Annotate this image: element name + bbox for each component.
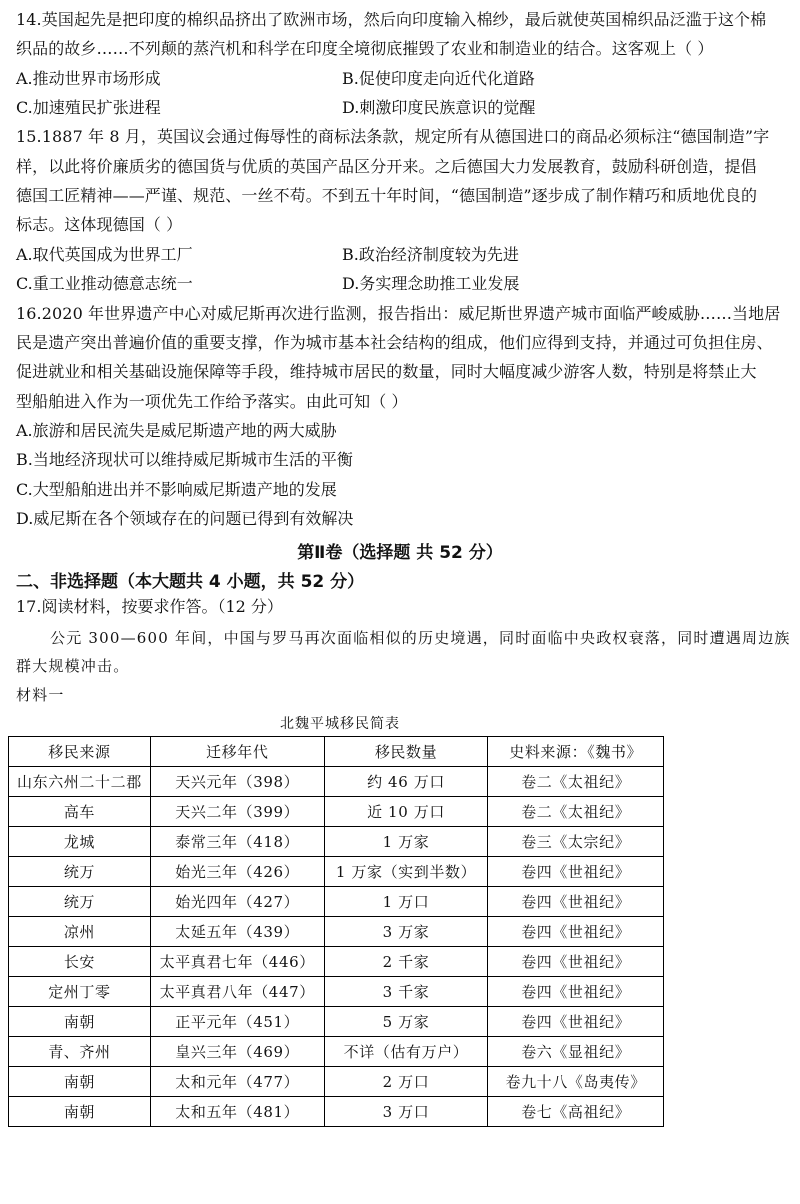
q17-intro-line-2: 群大规模冲击。 xyxy=(16,657,130,675)
cell-reference: 卷四《世祖纪》 xyxy=(488,977,664,1007)
cell-quantity: 5 万家 xyxy=(324,1007,488,1037)
header-period: 迁移年代 xyxy=(150,737,324,767)
table-row xyxy=(9,767,664,797)
table-caption: 北魏平城移民简表 xyxy=(280,716,400,732)
cell-reference: 卷四《世祖纪》 xyxy=(488,887,664,917)
q15-option-d: D.务实理念助推工业发展 xyxy=(342,274,520,293)
q16-option-b: B.当地经济现状可以维持威尼斯城市生活的平衡 xyxy=(16,450,353,469)
cell-reference: 卷四《世祖纪》 xyxy=(488,1007,664,1037)
cell-source: 山东六州二十二郡 xyxy=(9,767,151,797)
q16-stem-line-3: 促进就业和相关基础设施保障等手段，维持城市居民的数量，同时大幅度减少游客人数，特别是将禁止大 xyxy=(16,362,757,381)
q15-stem-line-4: 标志。这体现德国（ ） xyxy=(16,215,183,234)
table-row xyxy=(9,827,664,857)
q16-option-d: D.威尼斯在各个领域存在的问题已得到有效解决 xyxy=(16,509,354,528)
cell-quantity: 2 万口 xyxy=(324,1067,488,1097)
cell-quantity: 不详（估有万户） xyxy=(324,1037,488,1067)
table-row xyxy=(9,917,664,947)
cell-source: 统万 xyxy=(9,857,151,887)
cell-quantity: 3 万口 xyxy=(324,1097,488,1127)
cell-source: 定州丁零 xyxy=(9,977,151,1007)
q15-option-b: B.政治经济制度较为先进 xyxy=(342,245,519,264)
q16-option-c: C.大型船舶进出并不影响威尼斯遗产地的发展 xyxy=(16,480,337,499)
cell-quantity: 2 千家 xyxy=(324,947,488,977)
table-row xyxy=(9,1097,664,1127)
table-row xyxy=(9,1037,664,1067)
cell-period: 太平真君七年（446） xyxy=(150,947,324,977)
cell-period: 太和元年（477） xyxy=(150,1067,324,1097)
cell-reference: 卷二《太祖纪》 xyxy=(488,767,664,797)
cell-period: 天兴二年（399） xyxy=(150,797,324,827)
cell-reference: 卷七《高祖纪》 xyxy=(488,1097,664,1127)
table-row xyxy=(9,1007,664,1037)
cell-source: 凉州 xyxy=(9,917,151,947)
cell-reference: 卷六《显祖纪》 xyxy=(488,1037,664,1067)
q14-option-b: B.促使印度走向近代化道路 xyxy=(342,69,535,88)
cell-quantity: 3 万家 xyxy=(324,917,488,947)
cell-reference: 卷四《世祖纪》 xyxy=(488,917,664,947)
cell-period: 皇兴三年（469） xyxy=(150,1037,324,1067)
cell-quantity: 约 46 万口 xyxy=(324,767,488,797)
cell-reference: 卷四《世祖纪》 xyxy=(488,857,664,887)
q14-option-c: C.加速殖民扩张进程 xyxy=(16,98,161,117)
cell-reference: 卷三《太宗纪》 xyxy=(488,827,664,857)
header-reference: 史料来源：《魏书》 xyxy=(488,737,664,767)
cell-period: 始光四年（427） xyxy=(150,887,324,917)
cell-period: 太延五年（439） xyxy=(150,917,324,947)
cell-quantity: 3 千家 xyxy=(324,977,488,1007)
q17-instruction: 17.阅读材料，按要求作答。（12 分） xyxy=(16,597,283,616)
cell-source: 青、齐州 xyxy=(9,1037,151,1067)
cell-period: 始光三年（426） xyxy=(150,857,324,887)
migration-table xyxy=(8,736,664,1127)
header-source: 移民来源 xyxy=(9,737,151,767)
cell-quantity: 1 万家（实到半数） xyxy=(324,857,488,887)
material-label: 材料一 xyxy=(16,686,65,704)
table-row xyxy=(9,977,664,1007)
q15-option-a: A.取代英国成为世界工厂 xyxy=(16,245,193,264)
volume-title: 第Ⅱ卷（选择题 共 52 分） xyxy=(297,543,503,563)
cell-period: 正平元年（451） xyxy=(150,1007,324,1037)
q15-stem-line-3: 德国工匠精神——严谨、规范、一丝不苟。不到五十年时间，“德国制造”逐步成了制作精巧和质地优良的 xyxy=(16,186,758,205)
q14-option-a: A.推动世界市场形成 xyxy=(16,69,161,88)
cell-reference: 卷四《世祖纪》 xyxy=(488,947,664,977)
q14-stem-line-1: 14.英国起先是把印度的棉织品挤出了欧洲市场，然后向印度输入棉纱，最后就使英国棉织品泛滥于这个棉 xyxy=(16,10,767,29)
cell-quantity: 近 10 万口 xyxy=(324,797,488,827)
cell-period: 太平真君八年（447） xyxy=(150,977,324,1007)
table-header-row xyxy=(9,737,664,767)
section-heading: 二、非选择题（本大题共 4 小题，共 52 分） xyxy=(16,572,365,592)
cell-source: 南朝 xyxy=(9,1067,151,1097)
q17-intro-line-1: 公元 300—600 年间，中国与罗马再次面临相似的历史境遇，同时面临中央政权衰落，同时遭遇周边族 xyxy=(50,629,791,647)
cell-quantity: 1 万口 xyxy=(324,887,488,917)
q15-option-c: C.重工业推动德意志统一 xyxy=(16,274,193,293)
cell-period: 泰常三年（418） xyxy=(150,827,324,857)
cell-reference: 卷二《太祖纪》 xyxy=(488,797,664,827)
cell-source: 长安 xyxy=(9,947,151,977)
table-row xyxy=(9,797,664,827)
cell-period: 天兴元年（398） xyxy=(150,767,324,797)
cell-quantity: 1 万家 xyxy=(324,827,488,857)
q15-stem-line-1: 15.1887 年 8 月，英国议会通过侮辱性的商标法条款，规定所有从德国进口的商品必须标注“德国制造”字 xyxy=(16,127,770,146)
table-row xyxy=(9,947,664,977)
cell-source: 统万 xyxy=(9,887,151,917)
q16-stem-line-2: 民是遗产突出普遍价值的重要支撑，作为城市基本社会结构的组成，他们应得到支持，并通过可负担住房、 xyxy=(16,333,773,352)
header-quantity: 移民数量 xyxy=(324,737,488,767)
table-row xyxy=(9,1067,664,1097)
q15-stem-line-2: 样，以此将价廉质劣的德国货与优质的英国产品区分开来。之后德国大力发展教育，鼓励科研创造，提倡 xyxy=(16,157,757,176)
cell-source: 高车 xyxy=(9,797,151,827)
cell-source: 南朝 xyxy=(9,1097,151,1127)
cell-source: 南朝 xyxy=(9,1007,151,1037)
q14-stem-line-2: 织品的故乡……不列颠的蒸汽机和科学在印度全境彻底摧毁了农业和制造业的结合。这客观上（ ） xyxy=(16,39,714,58)
table-row xyxy=(9,857,664,887)
q16-option-a: A.旅游和居民流失是威尼斯遗产地的两大威胁 xyxy=(16,421,337,440)
cell-source: 龙城 xyxy=(9,827,151,857)
cell-reference: 卷九十八《岛夷传》 xyxy=(488,1067,664,1097)
q16-stem-line-4: 型船舶进入作为一项优先工作给予落实。由此可知（ ） xyxy=(16,392,408,411)
table-row xyxy=(9,887,664,917)
cell-period: 太和五年（481） xyxy=(150,1097,324,1127)
q14-option-d: D.刺激印度民族意识的觉醒 xyxy=(342,98,536,117)
q16-stem-line-1: 16.2020 年世界遗产中心对威尼斯再次进行监测，报告指出：威尼斯世界遗产城市面临严峻威胁……当地居 xyxy=(16,304,781,323)
